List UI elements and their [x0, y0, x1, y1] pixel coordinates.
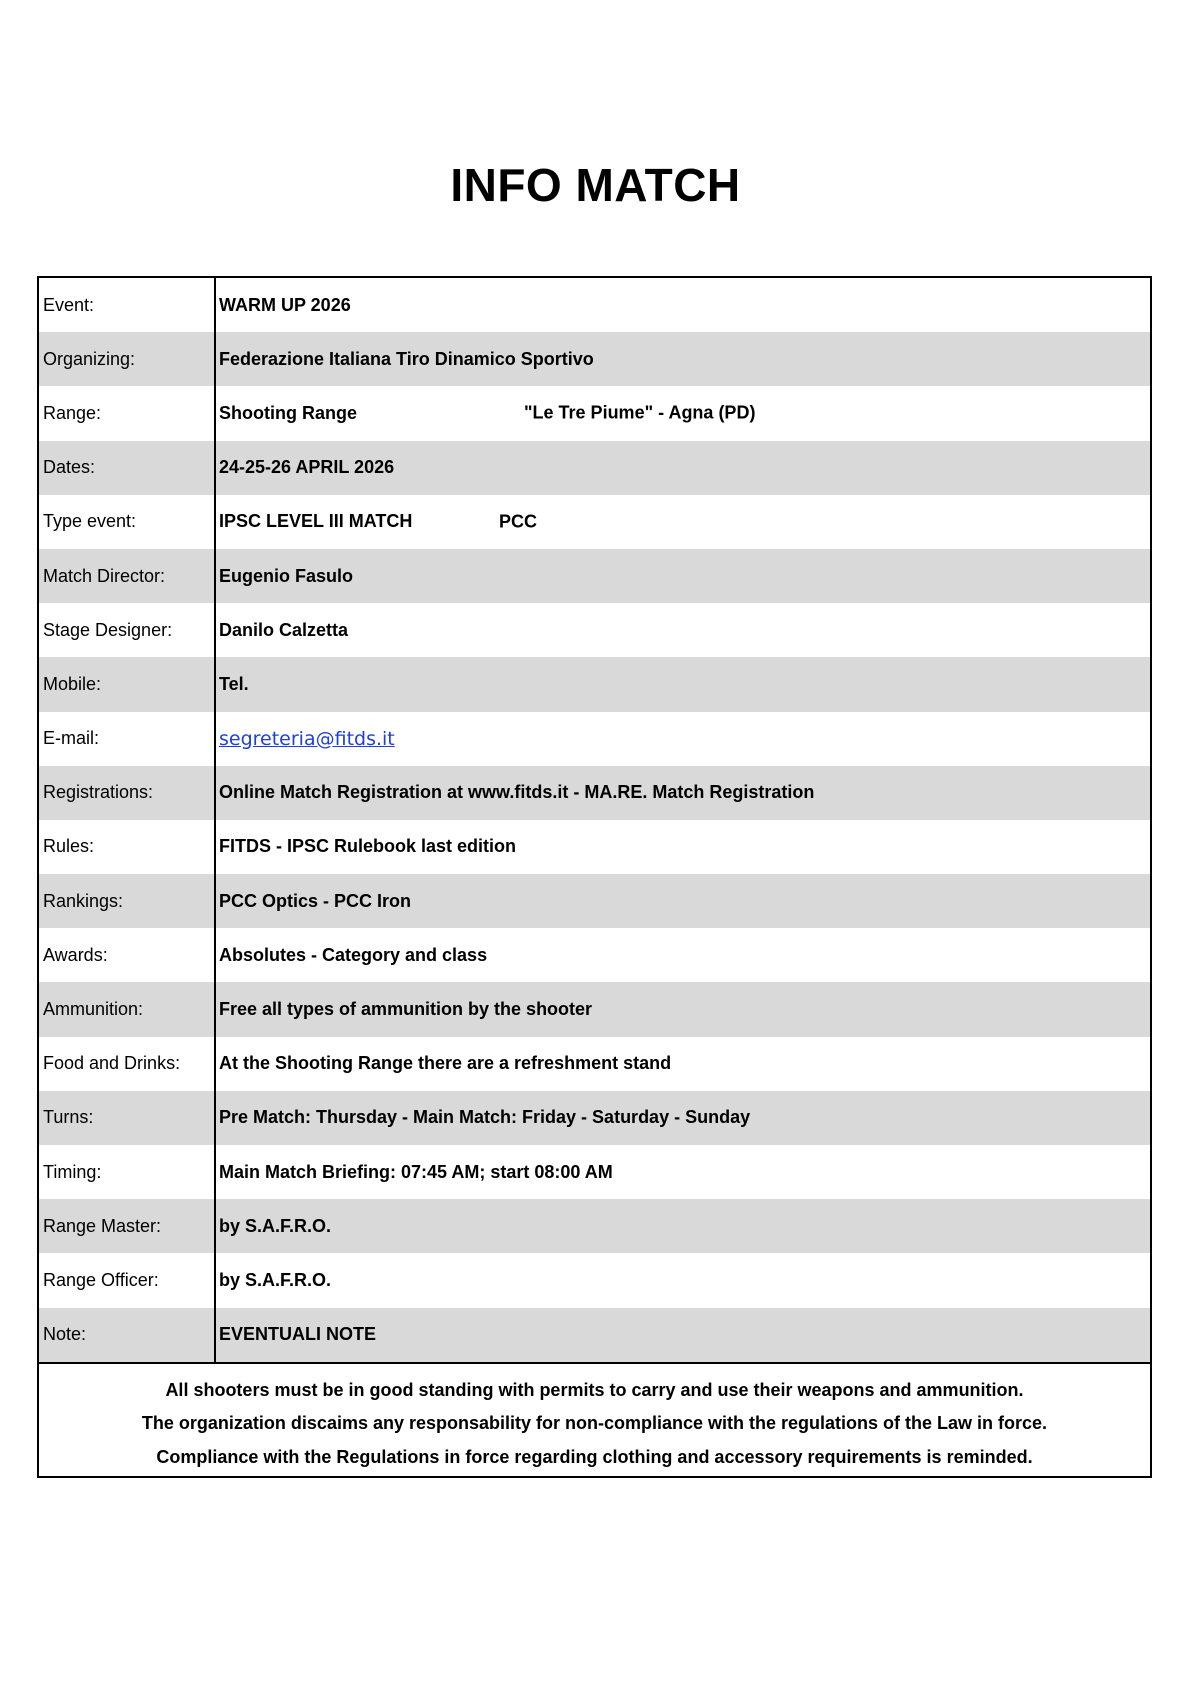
document-title: INFO MATCH: [450, 159, 741, 211]
row-value: At the Shooting Range there are a refreshment stand: [219, 1053, 672, 1074]
row-timing: [39, 1145, 1150, 1199]
row-label: Timing:: [39, 1145, 216, 1199]
row-rankings: [39, 874, 1150, 928]
row-value: by S.A.F.R.O.: [219, 1215, 332, 1236]
row-awards: [39, 928, 1150, 982]
row-event: [39, 278, 1150, 332]
row-label: Dates:: [39, 441, 216, 495]
row-value: PCC Optics - PCC Iron: [219, 890, 412, 911]
row-rules: [39, 820, 1150, 874]
row-value: EVENTUALI NOTE: [219, 1324, 377, 1345]
row-value: Main Match Briefing: 07:45 AM; start 08:00 AM: [219, 1161, 613, 1182]
row-value: Tel.: [219, 673, 249, 694]
row-organizing: [39, 332, 1150, 386]
row-range: [39, 386, 1150, 440]
row-label: Stage Designer:: [39, 603, 216, 657]
row-label: Note:: [39, 1308, 216, 1362]
row-label: Range Officer:: [39, 1253, 216, 1307]
row-label: E-mail:: [39, 712, 216, 766]
range-name: "Le Tre Piume" - Agna (PD): [524, 402, 756, 423]
row-value: FITDS - IPSC Rulebook last edition: [219, 836, 517, 857]
row-value: Online Match Registration at www.fitds.it - MA.RE. Match Registration: [219, 782, 815, 803]
row-label: Match Director:: [39, 549, 216, 603]
row-label: Turns:: [39, 1091, 216, 1145]
row-value: [216, 712, 1150, 766]
row-label: Awards:: [39, 928, 216, 982]
row-value: WARM UP 2026: [219, 294, 351, 315]
row-label: Range:: [39, 386, 216, 440]
row-value: Absolutes - Category and class: [219, 944, 488, 965]
event-division: PCC: [499, 511, 538, 532]
row-label: Ammunition:: [39, 982, 216, 1036]
row-value: [216, 386, 1150, 440]
row-label: Food and Drinks:: [39, 1037, 216, 1091]
row-dates: [39, 441, 1150, 495]
row-value: Danilo Calzetta: [219, 619, 349, 640]
row-registrations: [39, 766, 1150, 820]
row-value: [216, 495, 1150, 549]
email-link[interactable]: segreteria@fitds.it: [219, 727, 395, 750]
row-food-and-drinks: [39, 1037, 1150, 1091]
info-table: [37, 276, 1152, 1478]
row-value: Pre Match: Thursday - Main Match: Friday - Saturday - Sunday: [219, 1107, 751, 1128]
row-type-event: [39, 495, 1150, 549]
range-type: Shooting Range: [219, 402, 357, 423]
event-level: IPSC LEVEL III MATCH: [219, 511, 413, 532]
footer-notice: [39, 1362, 1150, 1477]
row-value: Federazione Italiana Tiro Dinamico Sportivo: [219, 348, 594, 369]
row-note: [39, 1308, 1150, 1362]
row-label: Organizing:: [39, 332, 216, 386]
row-ammunition: [39, 982, 1150, 1036]
row-label: Rules:: [39, 820, 216, 874]
row-range-master: [39, 1199, 1150, 1253]
row-match-director: [39, 549, 1150, 603]
row-value: Eugenio Fasulo: [219, 565, 354, 586]
row-label: Mobile:: [39, 657, 216, 711]
row-stage-designer: [39, 603, 1150, 657]
row-value: by S.A.F.R.O.: [219, 1269, 332, 1290]
row-mobile: [39, 657, 1150, 711]
row-turns: [39, 1091, 1150, 1145]
footer-line: All shooters must be in good standing with permits to carry and use their weapons and ammunition.: [165, 1379, 1024, 1400]
footer-line: The organization discaims any responsability for non-compliance with the regulations of the Law in force.: [141, 1413, 1048, 1434]
row-range-officer: [39, 1253, 1150, 1307]
row-label: Type event:: [39, 495, 216, 549]
row-label: Event:: [39, 278, 216, 332]
row-label: Registrations:: [39, 766, 216, 820]
row-label: Range Master:: [39, 1199, 216, 1253]
row-label: Rankings:: [39, 874, 216, 928]
footer-line: Compliance with the Regulations in force regarding clothing and accessory requirements is reminded.: [156, 1446, 1033, 1467]
row-value: Free all types of ammunition by the shooter: [219, 999, 593, 1020]
row-email: [39, 712, 1150, 766]
row-value: 24-25-26 APRIL 2026: [219, 457, 395, 478]
